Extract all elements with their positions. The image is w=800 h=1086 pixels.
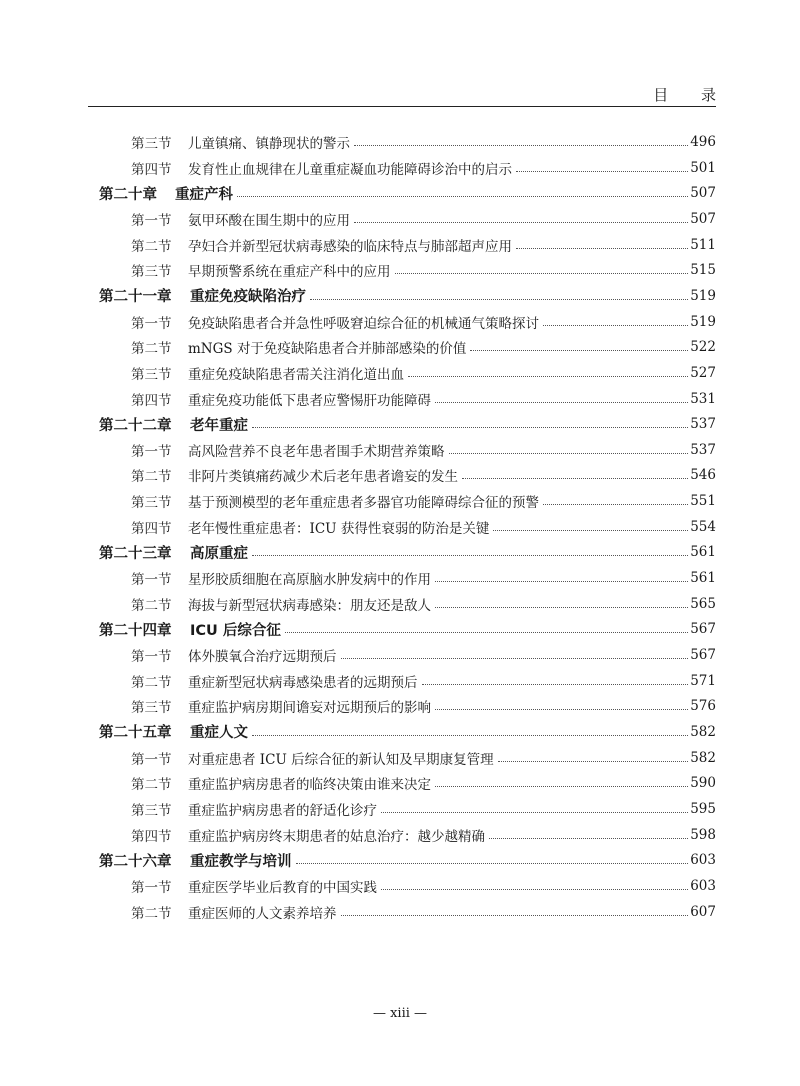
dot-leader [354,222,688,223]
toc-section-row[interactable] [0,463,800,487]
toc-section-row[interactable] [0,207,800,231]
section-number: 第二节 [131,597,172,614]
chapter-number: 第二十三章 [99,545,172,562]
page-number: 603 [690,877,716,894]
chapter-number: 第二十五章 [99,725,172,742]
page-number: 576 [690,698,716,715]
toc-section-row[interactable] [0,874,800,898]
chapter-number: 第二十四章 [99,622,172,639]
section-title: 对重症患者 ICU 后综合征的新认知及早期康复管理 [188,751,494,768]
page-number: 519 [690,287,716,304]
dot-leader [285,632,688,633]
section-number: 第一节 [131,443,172,460]
section-number: 第三节 [131,366,172,383]
dot-leader [422,684,688,685]
page-number: 607 [690,903,716,920]
section-title: 发育性止血规律在儿童重症凝血功能障碍诊治中的启示 [188,161,512,178]
page-number: 561 [690,544,716,561]
chapter-number: 第二十六章 [99,853,172,870]
section-number: 第一节 [131,572,172,589]
chapter-number: 第二十章 [99,186,157,203]
dot-leader [341,915,688,916]
section-title: 重症医师的人文素养培养 [188,905,337,922]
dot-leader [381,889,688,890]
dot-leader [449,453,688,454]
toc-section-row[interactable] [0,823,800,847]
section-title: 免疫缺陷患者合并急性呼吸窘迫综合征的机械通气策略探讨 [188,315,539,332]
dot-leader [516,171,688,172]
toc-section-row[interactable] [0,361,800,385]
toc-section-row[interactable] [0,746,800,770]
chapter-title: 重症免疫缺陷治疗 [190,289,306,306]
toc-section-row[interactable] [0,771,800,795]
page-number: 590 [690,775,716,792]
section-title: 非阿片类镇痛药减少术后老年患者谵妄的发生 [188,469,458,486]
toc-section-row[interactable] [0,156,800,180]
toc-section-row[interactable] [0,438,800,462]
section-title: 重症监护病房期间谵妄对远期预后的影响 [188,700,431,717]
page-number: 507 [690,185,716,202]
section-title: 重症医学毕业后教育的中国实践 [188,879,377,896]
section-title: 老年慢性重症患者：ICU 获得性衰弱的防治是关键 [188,520,490,537]
section-title: 高风险营养不良老年患者围手术期营养策略 [188,443,445,460]
toc-section-row[interactable] [0,130,800,154]
page-header [88,78,730,107]
section-title: 早期预警系统在重症产科中的应用 [188,264,391,281]
page-number: 561 [690,570,716,587]
page-number-footer: — xiii — [372,1006,428,1021]
section-title: 重症免疫功能低下患者应警惕肝功能障碍 [188,392,431,409]
toc-section-row[interactable] [0,489,800,513]
dot-leader [435,402,688,403]
section-title: 重症新型冠状病毒感染患者的远期预后 [188,674,418,691]
page-number: 567 [690,621,716,638]
chapter-title: 重症教学与培训 [190,853,292,870]
toc-chapter-row[interactable] [0,617,800,641]
section-title: mNGS 对于免疫缺陷患者合并肺部感染的价值 [188,341,467,358]
section-number: 第二节 [131,777,172,794]
page-number: 519 [690,313,716,330]
section-number: 第二节 [131,238,172,255]
page-number: 501 [690,159,716,176]
dot-leader [435,786,688,787]
dot-leader [543,504,688,505]
section-number: 第一节 [131,751,172,768]
section-number: 第三节 [131,700,172,717]
section-number: 第二节 [131,341,172,358]
page-number: 527 [690,364,716,381]
dot-leader [435,607,688,608]
section-number: 第一节 [131,879,172,896]
chapter-number: 第二十一章 [99,289,172,306]
section-title: 海拔与新型冠状病毒感染：朋友还是敌人 [188,597,431,614]
dot-leader [341,658,688,659]
chapter-title: 重症产科 [175,186,233,203]
header-title: 目 录 [653,86,730,104]
section-title: 儿童镇痛、镇静现状的警示 [188,136,350,152]
dot-leader [498,761,688,762]
page-number: 511 [690,236,716,253]
chapter-title: ICU 后综合征 [190,622,281,639]
section-title: 体外膜氧合治疗远期预后 [188,649,337,665]
section-title: 孕妇合并新型冠状病毒感染的临床特点与肺部超声应用 [188,238,512,255]
dot-leader [252,735,688,736]
section-title: 星形胶质细胞在高原脑水肿发病中的作用 [188,572,431,589]
page-number: 567 [690,647,716,663]
section-number: 第四节 [131,520,172,537]
toc-section-row[interactable] [0,694,800,718]
dot-leader [435,581,688,582]
toc-section-row[interactable] [0,233,800,257]
chapter-title: 高原重症 [190,545,248,562]
page-number: 522 [690,339,716,356]
page-number: 537 [690,416,716,433]
dot-leader [493,530,688,531]
dot-leader [354,145,688,146]
section-number: 第二节 [131,469,172,486]
chapter-title: 重症人文 [190,725,248,742]
section-number: 第三节 [131,264,172,281]
page-number: 551 [690,493,716,510]
toc-chapter-row[interactable] [0,720,800,744]
dot-leader [310,299,688,300]
toc-section-row[interactable] [0,387,800,411]
toc-chapter-row[interactable] [0,181,800,205]
page-number: 507 [690,210,716,227]
section-number: 第四节 [131,161,172,178]
page-number: 537 [690,441,716,458]
section-number: 第四节 [131,392,172,409]
page-number: 595 [690,800,716,817]
dot-leader [395,273,688,274]
toc-section-row[interactable] [0,566,800,590]
page-number: 565 [690,595,716,612]
toc-section-row[interactable] [0,258,800,282]
page-number: 496 [690,134,716,150]
section-number: 第三节 [131,802,172,819]
section-title: 重症监护病房患者的临终决策由谁来决定 [188,777,431,794]
chapter-number: 第二十二章 [99,417,172,434]
section-title: 氨甲环酸在围生期中的应用 [188,212,350,229]
section-title: 重症监护病房终末期患者的姑息治疗：越少越精确 [188,828,485,845]
chapter-title: 老年重症 [190,417,248,434]
page-number: 515 [690,262,716,279]
section-number: 第三节 [131,495,172,512]
page-number: 582 [690,723,716,740]
dot-leader [470,350,688,351]
dot-leader [237,196,688,197]
toc-chapter-row[interactable] [0,284,800,308]
section-number: 第二节 [131,674,172,691]
dot-leader [516,248,688,249]
section-number: 第二节 [131,905,172,922]
section-number: 第一节 [131,315,172,332]
toc-section-row[interactable] [0,335,800,359]
section-number: 第四节 [131,828,172,845]
dot-leader [252,555,688,556]
toc-section-row[interactable] [0,515,800,539]
section-number: 第一节 [131,649,172,665]
toc-section-row[interactable] [0,643,800,667]
dot-leader [408,376,688,377]
section-number: 第三节 [131,136,172,152]
page-number: 598 [690,826,716,843]
toc-chapter-row[interactable] [0,412,800,436]
page-number: 603 [690,852,716,869]
toc-section-row[interactable] [0,797,800,821]
dot-leader [435,709,688,710]
dot-leader [489,838,688,839]
page-number: 554 [690,518,716,535]
dot-leader [296,863,688,864]
page-number: 531 [690,390,716,407]
toc-section-row[interactable] [0,900,800,924]
section-title: 重症监护病房患者的舒适化诊疗 [188,802,377,819]
dot-leader [462,478,688,479]
dot-leader [381,812,688,813]
toc-section-row[interactable] [0,592,800,616]
page-number: 546 [690,467,716,484]
toc-section-row[interactable] [0,669,800,693]
section-title: 重症免疫缺陷患者需关注消化道出血 [188,366,404,383]
dot-leader [543,325,688,326]
toc-chapter-row[interactable] [0,540,800,564]
page-number: 582 [690,749,716,766]
page-number: 571 [690,672,716,689]
toc-section-row[interactable] [0,310,800,334]
dot-leader [252,427,688,428]
toc-chapter-row[interactable] [0,848,800,872]
section-title: 基于预测模型的老年重症患者多器官功能障碍综合征的预警 [188,495,539,512]
section-number: 第一节 [131,212,172,229]
